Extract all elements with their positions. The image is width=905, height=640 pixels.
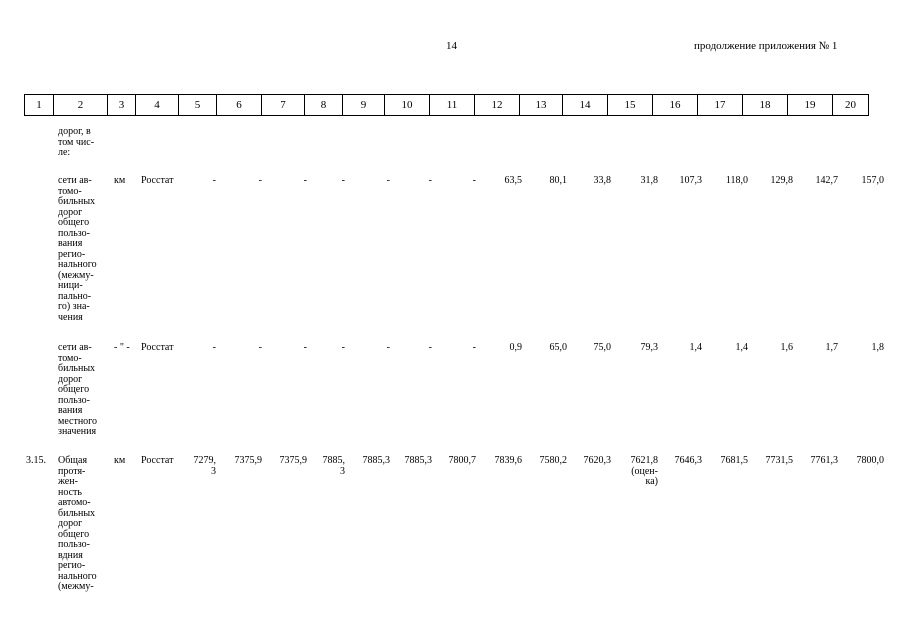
source-cell: Росстат: [141, 455, 174, 466]
indicator-name: Общая протя- жен- ность автомо- бильных дорог общего пользо- вдния регио- нального (межму-: [58, 455, 97, 592]
value-cell: 7885, 3: [322, 455, 345, 477]
value-cell: 1,4: [735, 342, 748, 353]
col-header: 2: [54, 95, 108, 116]
unit-cell: км: [114, 455, 126, 466]
value-cell: 7839,6: [494, 455, 522, 466]
page-number: 14: [446, 40, 457, 52]
value-cell: 7375,9: [279, 455, 307, 466]
value-cell: -: [258, 175, 262, 186]
value-cell: 7885,3: [362, 455, 390, 466]
value-cell: -: [303, 175, 307, 186]
value-cell: 7580,2: [539, 455, 567, 466]
col-header: 19: [788, 95, 833, 116]
value-cell: 80,1: [549, 175, 567, 186]
value-cell: -: [212, 342, 216, 353]
value-cell: -: [341, 342, 345, 353]
indicator-name: сети ав- томо- бильных дорог общего пользо- вания местного значения: [58, 342, 98, 437]
value-cell: 1,7: [825, 342, 838, 353]
value-cell: 107,3: [679, 175, 702, 186]
source-cell: Росстат: [141, 342, 174, 353]
value-cell: 7646,3: [674, 455, 702, 466]
col-header: 13: [520, 95, 563, 116]
value-cell: 7279, 3: [193, 455, 216, 477]
value-cell: 7620,3: [583, 455, 611, 466]
value-cell: -: [472, 175, 476, 186]
value-cell: -: [386, 175, 390, 186]
unit-cell: км: [114, 175, 126, 186]
unit-cell: - " -: [114, 342, 130, 353]
value-cell: 7681,5: [720, 455, 748, 466]
value-cell: -: [258, 342, 262, 353]
col-header: 8: [305, 95, 343, 116]
value-cell: 79,3: [640, 342, 658, 353]
value-cell: 1,4: [689, 342, 702, 353]
col-header: 3: [108, 95, 136, 116]
value-cell: -: [428, 342, 432, 353]
indicator-name: дорог, в том чис- ле:: [58, 126, 95, 158]
value-cell: 7800,7: [448, 455, 476, 466]
value-cell: 1,8: [871, 342, 884, 353]
value-cell: 75,0: [593, 342, 611, 353]
column-number-header: [24, 94, 869, 116]
value-cell: 65,0: [549, 342, 567, 353]
value-cell: 7885,3: [404, 455, 432, 466]
value-cell: 63,5: [504, 175, 522, 186]
col-header: 15: [608, 95, 653, 116]
value-cell: 129,8: [770, 175, 793, 186]
value-cell: 7621,8 (оцен- ка): [630, 455, 658, 487]
value-cell: 0,9: [509, 342, 522, 353]
col-header: 12: [475, 95, 520, 116]
col-header: 6: [217, 95, 262, 116]
col-header: 9: [343, 95, 385, 116]
source-cell: Росстат: [141, 175, 174, 186]
col-header: 11: [430, 95, 475, 116]
continuation-label: продолжение приложения № 1: [694, 40, 838, 52]
value-cell: -: [428, 175, 432, 186]
value-cell: 7761,3: [810, 455, 838, 466]
col-header: 14: [563, 95, 608, 116]
value-cell: 33,8: [593, 175, 611, 186]
value-cell: 31,8: [640, 175, 658, 186]
value-cell: 118,0: [725, 175, 748, 186]
col-header: 16: [653, 95, 698, 116]
value-cell: 157,0: [861, 175, 884, 186]
value-cell: 7731,5: [765, 455, 793, 466]
value-cell: 142,7: [815, 175, 838, 186]
value-cell: -: [341, 175, 345, 186]
value-cell: 7800,0: [856, 455, 884, 466]
col-header: 20: [833, 95, 869, 116]
col-header: 5: [179, 95, 217, 116]
value-cell: 1,6: [780, 342, 793, 353]
value-cell: 7375,9: [234, 455, 262, 466]
col-header: 1: [25, 95, 54, 116]
value-cell: -: [303, 342, 307, 353]
col-header: 10: [385, 95, 430, 116]
value-cell: -: [386, 342, 390, 353]
value-cell: -: [212, 175, 216, 186]
col-header: 17: [698, 95, 743, 116]
value-cell: -: [472, 342, 476, 353]
row-number: 3.15.: [26, 455, 46, 466]
col-header: 4: [136, 95, 179, 116]
col-header: 18: [743, 95, 788, 116]
indicator-name: сети ав- томо- бильных дорог общего пользо- вания регио- нального (межму- ници- пально- го) зна- чения: [58, 175, 97, 323]
col-header: 7: [262, 95, 305, 116]
